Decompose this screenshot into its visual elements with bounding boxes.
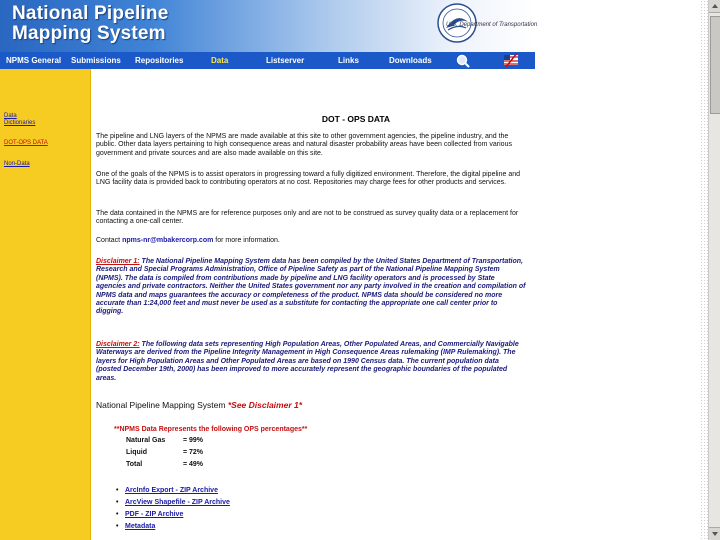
contact-prefix: Contact (96, 237, 121, 244)
download-arcinfo-link[interactable]: ArcInfo Export - ZIP Archive (125, 487, 218, 494)
pct-label: Total (126, 461, 143, 468)
goals-paragraph: One of the goals of the NPMS is to assist operators in progressing toward a fully digitized environment. Therefore, the digital pipeline and LNG facility data is provided back to contributing operators at no cost. Repositories may charge fees for other products and services. (96, 171, 520, 187)
intro-paragraph: The pipeline and LNG layers of the NPMS are made available at this site to other government agencies, the pipeline industry, and the public. Other data layers pertaining to high consequence areas and natural disaster probability areas have been collected from various government and private sources and are also made available on this site. (96, 133, 512, 157)
download-pdf-link[interactable]: PDF - ZIP Archive (125, 511, 184, 518)
pct-value: = 72% (182, 449, 203, 456)
bullet-icon: • (116, 523, 119, 530)
scroll-thumb[interactable] (710, 16, 720, 114)
scroll-down-button[interactable] (709, 527, 720, 540)
sidebar-item-data-dictionaries[interactable]: Data Dictionaries (4, 113, 36, 126)
disclaimer-1-text: The National Pipeline Mapping System data has been compiled by the United States Department of Transportation, Research and Special Programs Administration, Office of Pipeline Safety as part of the National Pipeline Mapping System (NPMS). The data is compiled from contributions made by pipeline and LNG facility operators and is processed by State agencies and private contractors. Neither the United States government nor any party involved in the creation and compilation of NPMS data and maps guarantees the accuracy or completeness of the product. NPMS data should be considered no more accurate than 1:24,000 feet and must never be used as a substitute for contacting the appropriate one call center prior to digging. (96, 258, 526, 316)
arrow-down-icon (712, 532, 718, 536)
nav-listserver[interactable]: Listserver (266, 56, 305, 65)
scroll-up-button[interactable] (709, 0, 720, 13)
bullet-icon: • (116, 499, 119, 506)
page-title: DOT - OPS DATA (321, 114, 391, 124)
vertical-scrollbar[interactable] (708, 0, 720, 540)
nav-repositories[interactable]: Repositories (135, 56, 184, 65)
npms-disclaimer-note: *See Disclaimer 1* (227, 400, 303, 410)
sidebar (0, 69, 91, 540)
logo-line-1: National Pipeline (12, 3, 169, 24)
page-edge-pattern (700, 0, 708, 540)
imp-rulemaking-link[interactable]: IMP Rulemaking (442, 349, 497, 357)
sidebar-item-dot-ops-data[interactable]: DOT-OPS DATA (4, 140, 48, 146)
contact-line (96, 237, 526, 245)
contact-email-link[interactable]: npms-nr@mbakercorp.com (122, 237, 214, 244)
nav-downloads[interactable]: Downloads (389, 56, 432, 65)
download-arcview-link[interactable]: ArcView Shapefile - ZIP Archive (125, 499, 230, 506)
npms-heading-text: National Pipeline Mapping System (96, 400, 226, 410)
nav-submissions[interactable]: Submissions (71, 56, 121, 65)
arrow-up-icon (712, 4, 718, 8)
bullet-icon: • (116, 511, 119, 518)
pct-row-liquid (126, 449, 203, 457)
download-item (116, 487, 218, 495)
logo-line-2: Mapping System (12, 23, 166, 44)
flag-icon[interactable] (502, 53, 520, 68)
agency-caption: U.S. Department of Transportation (446, 22, 538, 28)
download-item (116, 499, 230, 507)
disclaimer-2-text-a: The following data sets representing High Population Areas, Other Populated Areas, and Commercially Navigable Waterways are derived from the Pipeline Integrity Management in High Consequence Areas rulemaking ( (96, 341, 519, 357)
download-item (116, 523, 155, 531)
search-icon[interactable] (456, 54, 470, 68)
pct-row-natural-gas (126, 437, 203, 445)
contact-suffix: for more information. (215, 237, 280, 244)
disclaimer-1 (96, 258, 526, 317)
site-header (0, 0, 538, 52)
bullet-icon: • (116, 487, 119, 494)
reference-paragraph: The data contained in the NPMS are for reference purposes only and are not to be construed as survey quality data or a replacement for contacting a one-call center. (96, 210, 519, 226)
pct-label: Liquid (126, 449, 147, 456)
site-logo[interactable] (12, 4, 169, 44)
sidebar-item-non-data[interactable]: Non-Data (4, 161, 30, 167)
nav-npms-general[interactable]: NPMS General (6, 56, 62, 65)
pct-value: = 49% (182, 461, 203, 468)
pct-row-total (126, 461, 203, 469)
main-nav (0, 52, 535, 69)
npms-heading (96, 401, 302, 409)
percentages-header: **NPMS Data Represents the following OPS percentages** (114, 426, 308, 433)
nav-links[interactable]: Links (338, 56, 359, 65)
disclaimer-1-label: Disclaimer 1: (96, 258, 140, 265)
download-metadata-link[interactable]: Metadata (125, 523, 156, 530)
nav-data[interactable]: Data (211, 56, 229, 65)
download-item (116, 511, 183, 519)
disclaimer-2-label: Disclaimer 2: (96, 341, 140, 348)
disclaimer-2 (96, 341, 526, 383)
pct-value: = 99% (182, 437, 203, 444)
disclaimer-2-text-b: ). The layers for High Population Areas and Other Populated Areas are based on 1990 Census data. The current population data (posted December 19th, 2000) has been improved to more accurately represent the geographic boundaries of the populated areas. (96, 349, 516, 382)
pct-label: Natural Gas (126, 437, 166, 444)
